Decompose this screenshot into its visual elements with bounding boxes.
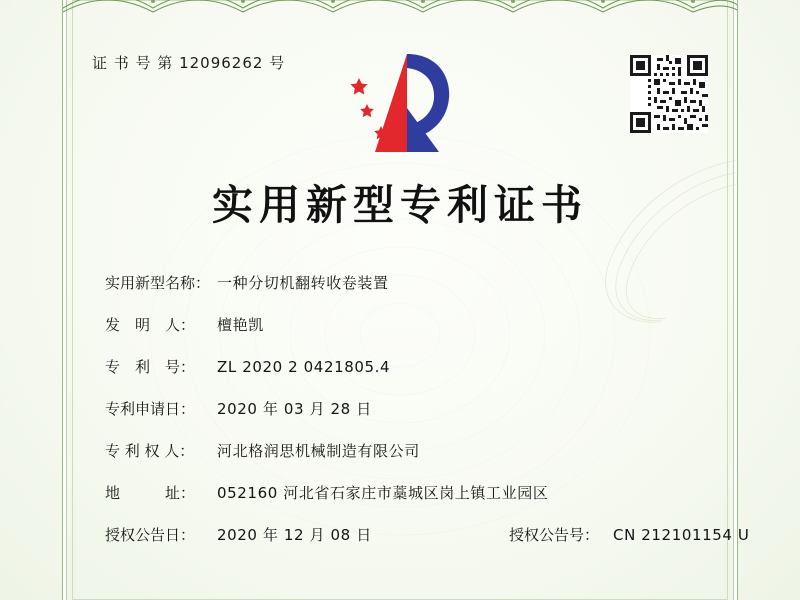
- field-label-patent-number: 专 利 号：: [105, 358, 196, 376]
- field-row: [105, 398, 705, 419]
- patent-office-logo-icon: [345, 48, 465, 158]
- field-label-inventor: 发 明 人：: [105, 316, 196, 334]
- field-row: [105, 482, 705, 503]
- field-value-notice-number: CN 212101154 U: [613, 526, 750, 544]
- certificate-number: 证 书 号 第 12096262 号: [92, 54, 286, 72]
- field-value-inventor: 檀艳凯: [217, 316, 264, 334]
- field-row: [105, 356, 705, 377]
- field-value-utility-model-name: 一种分切机翻转收卷装置: [217, 274, 389, 292]
- field-value-address: 052160 河北省石家庄市藁城区岗上镇工业园区: [217, 484, 549, 502]
- field-value-patentee: 河北格润思机械制造有限公司: [217, 442, 420, 460]
- field-label-grant-date: 授权公告日：: [105, 526, 196, 544]
- page-title: 实用新型专利证书: [212, 181, 588, 229]
- fields-list: [105, 272, 750, 566]
- field-row: [105, 314, 705, 335]
- field-label-address: 地 址：: [105, 484, 196, 502]
- field-label-notice-number: 授权公告号：: [509, 526, 600, 544]
- field-value-patent-number: ZL 2020 2 0421805.4: [217, 358, 391, 376]
- field-row-grant: [105, 524, 750, 545]
- field-row: [105, 440, 705, 461]
- field-value-grant-date: 2020 年 12 月 08 日: [217, 526, 372, 544]
- ornament-band-icon: [63, 0, 737, 14]
- field-value-application-date: 2020 年 03 月 28 日: [217, 400, 372, 418]
- field-row: [105, 272, 705, 293]
- field-label-patentee: 专 利 权 人：: [105, 442, 195, 460]
- field-label-utility-model-name: 实用新型名称：: [105, 274, 211, 292]
- field-label-application-date: 专利申请日：: [105, 400, 196, 418]
- qr-code-icon: [630, 55, 708, 133]
